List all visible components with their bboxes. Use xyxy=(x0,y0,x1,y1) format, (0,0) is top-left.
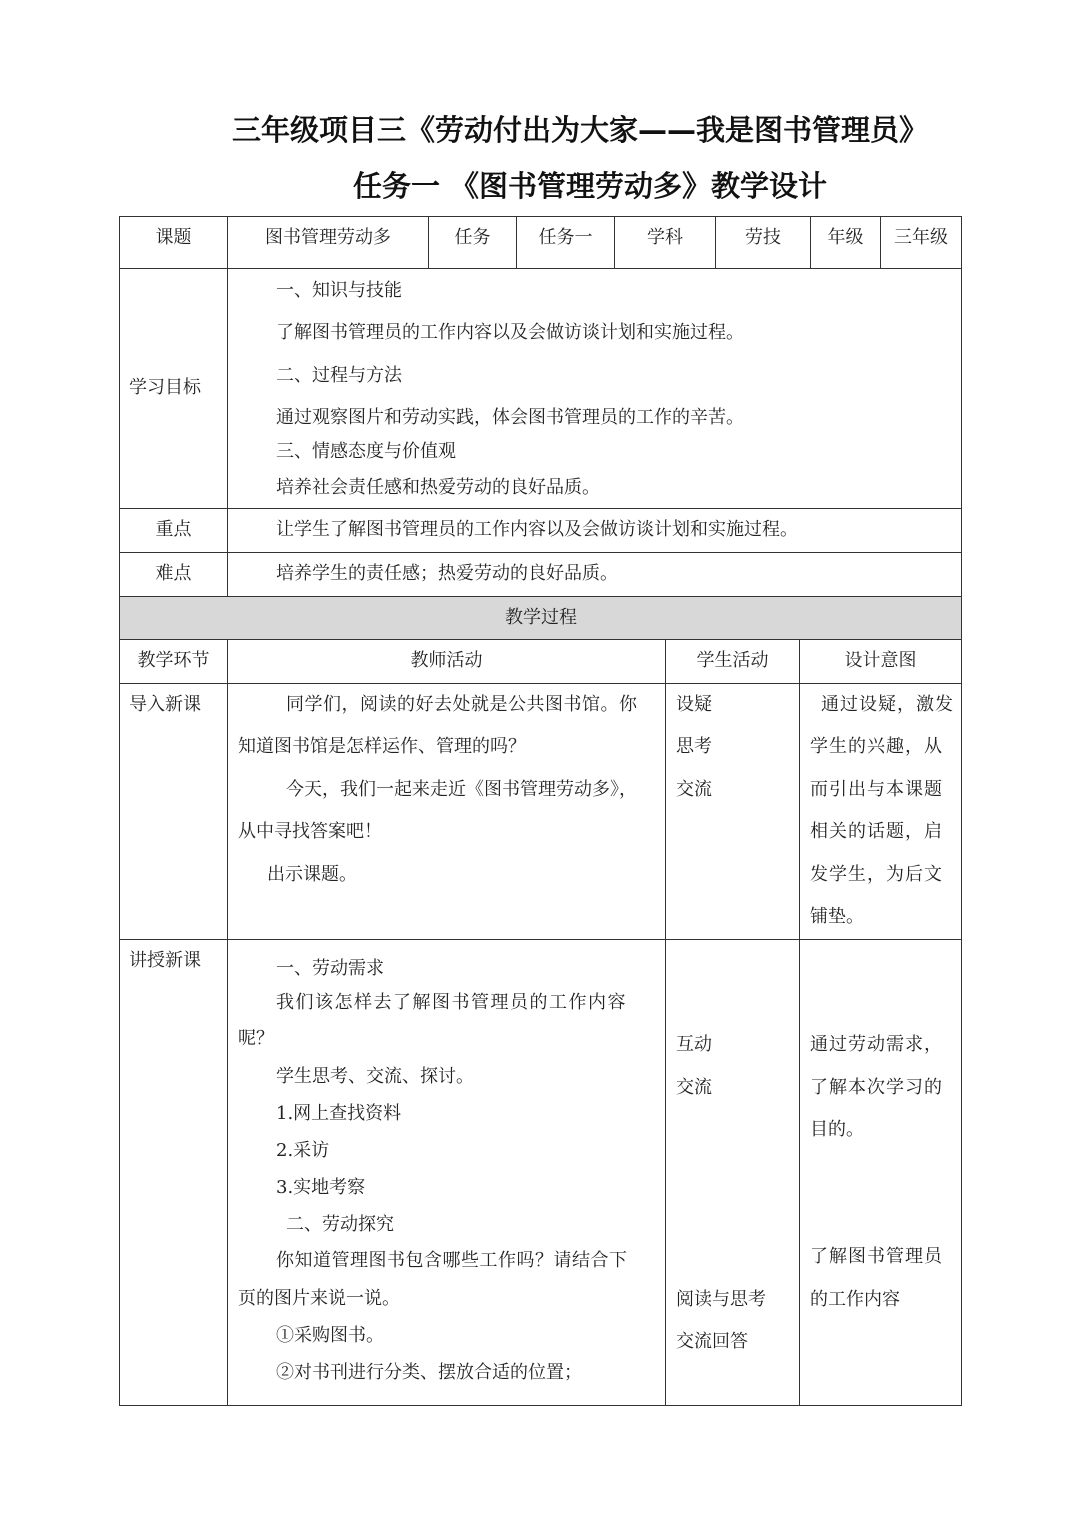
objectives-line: 通过观察图片和劳动实践，体会图书管理员的工作的辛苦。 xyxy=(276,407,744,428)
teacher-line: 2.采访 xyxy=(276,1140,330,1161)
intent-line: 了解本次学习的 xyxy=(810,1077,943,1098)
difficulty-label: 难点 xyxy=(155,563,192,584)
student-activity-line: 交流回答 xyxy=(676,1331,748,1352)
intent-line: 学生的兴趣，从 xyxy=(810,736,943,757)
stage-label: 导入新课 xyxy=(129,694,201,715)
objectives-line: 三、情感态度与价值观 xyxy=(276,441,456,462)
intent-line: 的工作内容 xyxy=(810,1289,900,1310)
xueke-value: 劳技 xyxy=(745,227,781,248)
teacher-line: 1.网上查找资料 xyxy=(276,1103,402,1124)
teacher-line: 知道图书馆是怎样运作、管理的吗？ xyxy=(238,736,526,757)
teacher-line: 你知道管理图书包含哪些工作吗？请结合下 xyxy=(276,1250,628,1271)
renwu-label: 任务 xyxy=(454,227,491,248)
nianji-value: 三年级 xyxy=(894,227,948,248)
intent-line: 目的。 xyxy=(810,1119,864,1140)
teacher-line: 页的图片来说一说。 xyxy=(238,1288,400,1309)
teacher-line: 呢？ xyxy=(238,1028,274,1049)
keti-value: 图书管理劳动多 xyxy=(265,227,391,248)
intent-line: 通过设疑，激发 xyxy=(821,694,954,715)
teacher-line: ②对书刊进行分类、摆放合适的位置； xyxy=(276,1362,582,1383)
keti-label: 课题 xyxy=(155,227,192,248)
document-title-line1: 三年级项目三《劳动付出为大家——我是图书管理员》 xyxy=(231,113,928,147)
key-point-label: 重点 xyxy=(155,519,192,540)
teacher-line: 同学们，阅读的好去处就是公共图书馆。你 xyxy=(286,694,638,715)
teacher-line: 出示课题。 xyxy=(267,864,357,885)
objectives-line: 了解图书管理员的工作内容以及会做访谈计划和实施过程。 xyxy=(276,322,744,343)
teacher-line: 从中寻找答案吧！ xyxy=(238,821,382,842)
teacher-line: 一、劳动需求 xyxy=(276,958,384,979)
column-header-teacher: 教师活动 xyxy=(410,650,483,671)
student-activity-line: 交流 xyxy=(676,1077,712,1098)
objectives-line: 一、知识与技能 xyxy=(276,280,402,301)
teacher-line: 二、劳动探究 xyxy=(286,1214,394,1235)
intent-line: 铺垫。 xyxy=(810,906,864,927)
stage-label: 讲授新课 xyxy=(129,950,201,971)
intent-line: 发学生，为后文 xyxy=(810,864,943,885)
objectives-line: 培养社会责任感和热爱劳动的良好品质。 xyxy=(276,477,600,498)
objectives-line: 二、过程与方法 xyxy=(276,365,402,386)
key-point-text: 让学生了解图书管理员的工作内容以及会做访谈计划和实施过程。 xyxy=(276,519,798,540)
renwu-value: 任务一 xyxy=(538,227,593,248)
objectives-label: 学习目标 xyxy=(129,377,201,398)
difficulty-text: 培养学生的责任感；热爱劳动的良好品质。 xyxy=(276,563,618,584)
document-title-line2: 任务一 《图书管理劳动多》教学设计 xyxy=(352,169,828,203)
nianji-label: 年级 xyxy=(827,227,864,248)
teacher-line: 我们该怎样去了解图书管理员的工作内容 xyxy=(276,992,627,1013)
student-activity-line: 思考 xyxy=(676,736,712,757)
teacher-line: 3.实地考察 xyxy=(276,1177,366,1198)
column-header-intent: 设计意图 xyxy=(844,650,917,671)
column-header-stage: 教学环节 xyxy=(137,650,210,671)
student-activity-line: 交流 xyxy=(676,779,712,800)
student-activity-line: 设疑 xyxy=(676,694,712,715)
teacher-line: 今天，我们一起来走近《图书管理劳动多》， xyxy=(286,779,637,800)
column-header-student: 学生活动 xyxy=(696,650,769,671)
student-activity-line: 互动 xyxy=(676,1034,712,1055)
intent-line: 相关的话题，启 xyxy=(810,821,943,842)
xueke-label: 学科 xyxy=(647,227,683,248)
teacher-line: ①采购图书。 xyxy=(276,1325,384,1346)
teacher-line: 学生思考、交流、探讨。 xyxy=(276,1066,474,1087)
intent-line: 了解图书管理员 xyxy=(810,1246,943,1267)
intent-line: 而引出与本课题 xyxy=(810,779,943,800)
process-heading: 教学过程 xyxy=(505,607,577,628)
intent-line: 通过劳动需求， xyxy=(810,1034,943,1055)
student-activity-line: 阅读与思考 xyxy=(676,1289,766,1310)
